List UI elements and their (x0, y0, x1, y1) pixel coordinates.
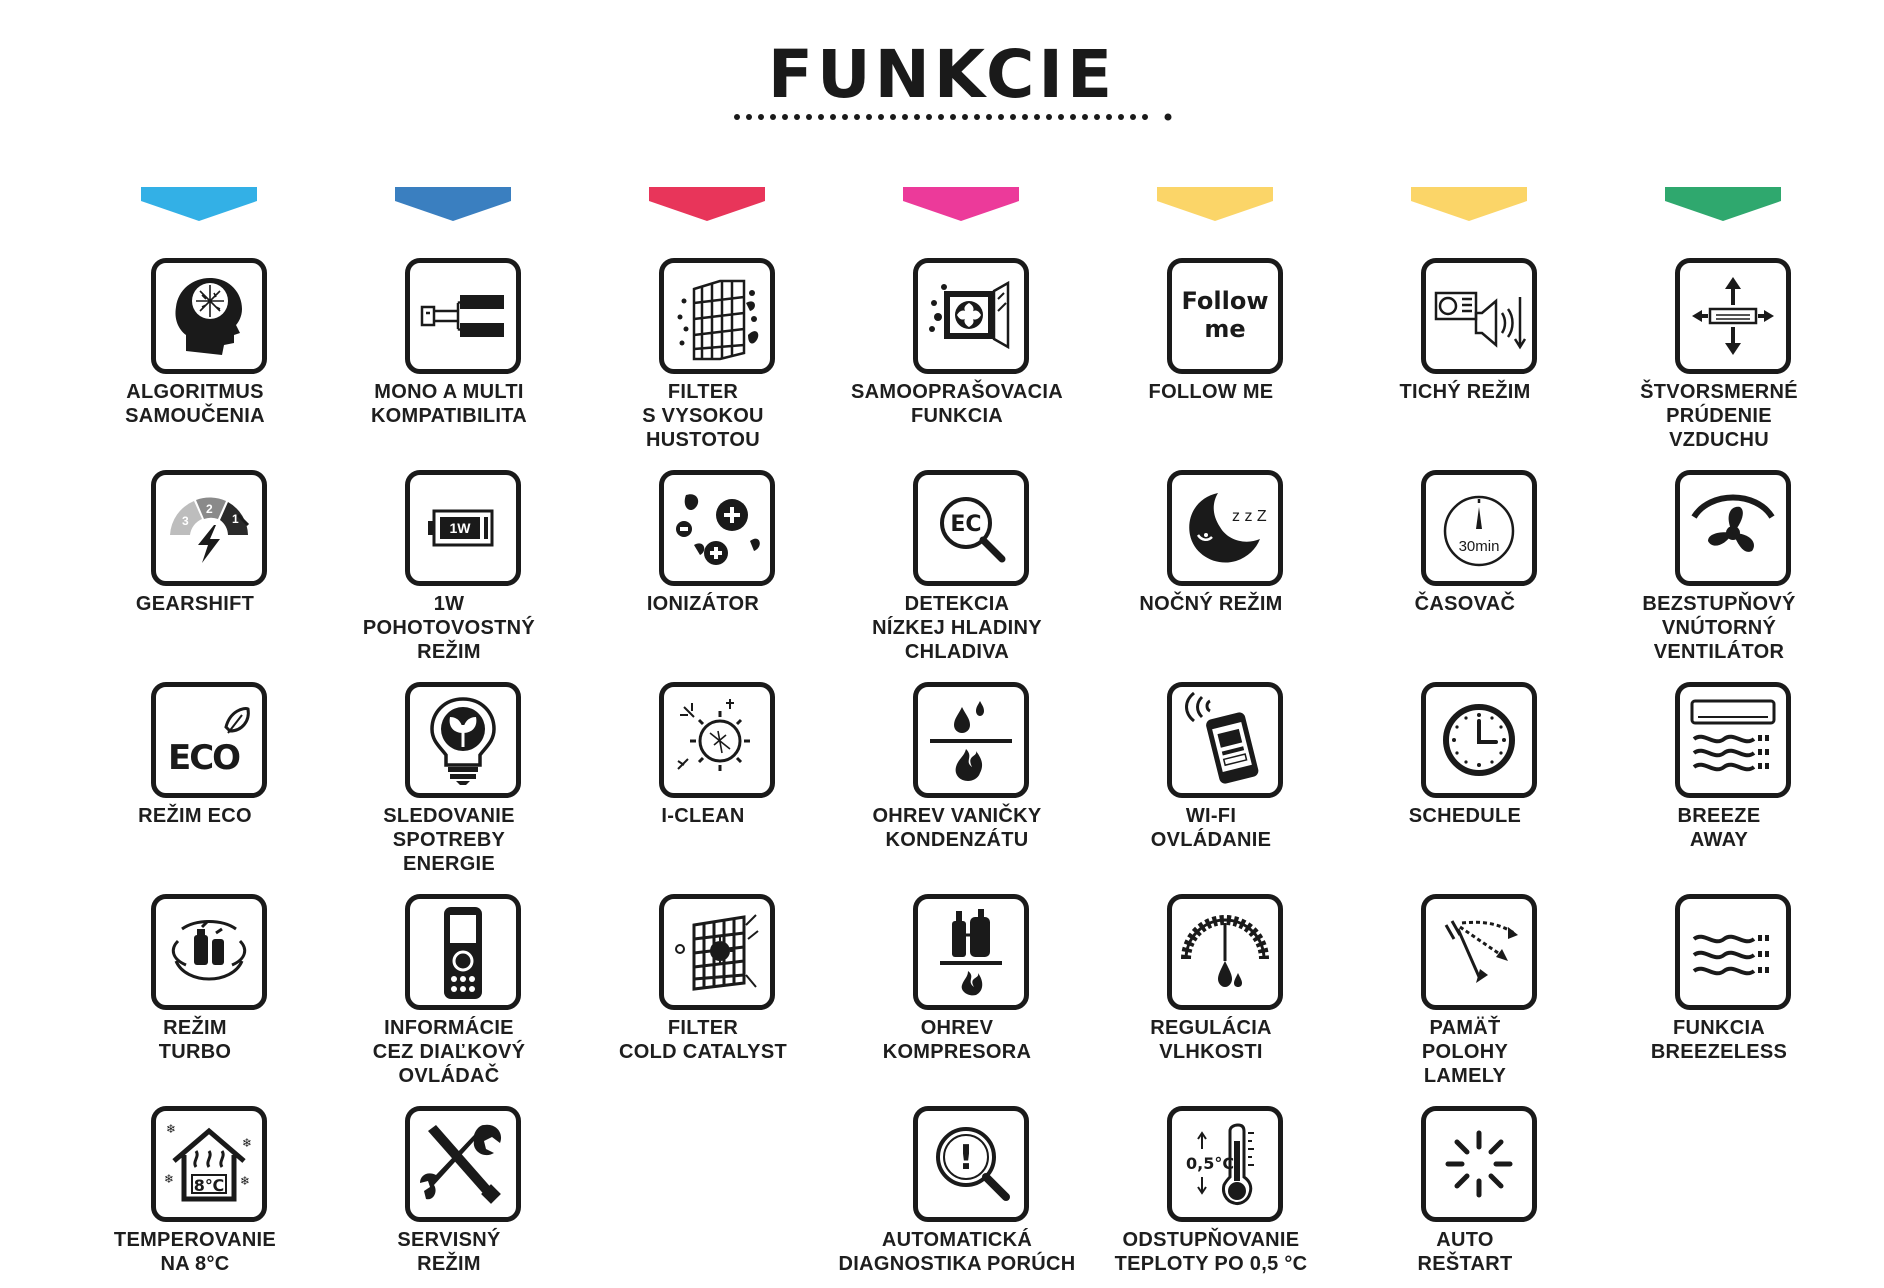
feature-label: FILTER COLD CATALYST (619, 1017, 787, 1063)
energy-bulb-icon (405, 682, 521, 798)
feature-label: AUTOMATICKÁ DIAGNOSTIKA PORÚCH (838, 1229, 1076, 1275)
feature-label: WI-FI OVLÁDANIE (1150, 805, 1272, 851)
compressor-heating-icon (913, 894, 1029, 1010)
feature-label: BREEZE AWAY (1677, 805, 1761, 851)
auto-restart-icon (1421, 1106, 1537, 1222)
timer-icon (1421, 470, 1537, 586)
stepless-fan-icon (1675, 470, 1791, 586)
wifi-phone-icon (1167, 682, 1283, 798)
battery-label: 1W (449, 520, 471, 536)
feature-label: BEZSTUPŇOVÝ VNÚTORNÝ VENTILÁTOR (1642, 593, 1796, 663)
page-title: FUNKCIE (767, 36, 1117, 113)
exclamation-text: ! (958, 1138, 974, 1178)
self-cleaning-icon (913, 258, 1029, 374)
feature-label: SLEDOVANIE SPOTREBY ENERGIE (383, 805, 515, 875)
gear-number: 1 (232, 512, 239, 526)
gearshift-gauge-icon (151, 470, 267, 586)
timer-text: 30min (1458, 538, 1500, 555)
feature-label: IONIZÁTOR (646, 593, 760, 615)
column-marker (649, 187, 765, 221)
follow-me-icon-text: Follow (1181, 287, 1269, 315)
feature-label: TEMPEROVANIE NA 8°C (113, 1229, 277, 1275)
feature-label: SERVISNÝ REŽIM (397, 1229, 501, 1275)
zzz-text: z z Z (1232, 508, 1267, 525)
feature-label: OHREV KOMPRESORA (882, 1017, 1032, 1063)
svg-text:❄: ❄ (242, 1136, 253, 1150)
title-dotted-divider (733, 112, 1173, 122)
column-marker (141, 187, 257, 221)
gear-number: 3 (182, 514, 189, 528)
eco-text: ECO (168, 738, 240, 778)
feature-label: ODSTUPŇOVANIE TEPLOTY PO 0,5 °C (1114, 1229, 1308, 1275)
feature-label: SAMOOPRAŠOVACIA FUNKCIA (851, 381, 1063, 427)
feature-label: OHREV VANIČKY KONDENZÁTU (872, 805, 1042, 851)
feature-label: AUTO REŠTART (1417, 1229, 1513, 1275)
column-marker (1411, 187, 1527, 221)
feature-label: TICHÝ REŽIM (1399, 381, 1531, 403)
svg-text:❄: ❄ (166, 1122, 177, 1136)
service-tools-icon (405, 1106, 521, 1222)
brain-head-icon (151, 258, 267, 374)
refrigerant-detection-icon (913, 470, 1029, 586)
feature-label: 1W POHOTOVOSTNÝ REŽIM (362, 593, 536, 663)
feature-label: I-CLEAN (661, 805, 745, 827)
tray-heating-icon (913, 682, 1029, 798)
svg-text:❄: ❄ (164, 1172, 175, 1186)
temperature-step-text: 0,5°C (1186, 1154, 1235, 1173)
breeze-away-icon (1675, 682, 1791, 798)
ionizer-icon (659, 470, 775, 586)
feature-label: FUNKCIA BREEZELESS (1650, 1017, 1788, 1063)
feature-label: NOČNÝ REŽIM (1139, 593, 1283, 615)
auto-diagnostics-icon (913, 1106, 1029, 1222)
column-marker (395, 187, 511, 221)
feature-label: FILTER S VYSOKOU HUSTOTOU (642, 381, 764, 451)
feature-label: FOLLOW ME (1148, 381, 1274, 403)
feature-label: ČASOVAČ (1414, 593, 1516, 615)
battery-1w-icon (405, 470, 521, 586)
follow-me-icon-text: me (1204, 315, 1246, 343)
turbo-mode-icon (151, 894, 267, 1010)
feature-label: REGULÁCIA VLHKOSTI (1150, 1017, 1272, 1063)
feature-label: INFORMÁCIE CEZ DIAĽKOVÝ OVLÁDAČ (372, 1017, 526, 1087)
feature-label: ŠTVORSMERNÉ PRÚDENIE VZDUCHU (1640, 381, 1798, 451)
column-marker (903, 187, 1019, 221)
gear-number: 2 (206, 502, 213, 516)
temperature-text: 8℃ (193, 1176, 225, 1195)
i-clean-icon (659, 682, 775, 798)
feature-label: PAMÄŤ POLOHY LAMELY (1421, 1017, 1509, 1087)
breezeless-icon (1675, 894, 1791, 1010)
house-8c-icon (151, 1106, 267, 1222)
svg-text:❄: ❄ (240, 1174, 251, 1188)
silent-mode-icon (1421, 258, 1537, 374)
clock-icon (1421, 682, 1537, 798)
column-marker (1157, 187, 1273, 221)
high-density-filter-icon (659, 258, 775, 374)
feature-label: ALGORITMUS SAMOUČENIA (125, 381, 265, 427)
cold-catalyst-filter-icon (659, 894, 775, 1010)
feature-label: REŽIM ECO (138, 805, 252, 827)
four-way-airflow-icon (1675, 258, 1791, 374)
ec-text: EC (950, 512, 982, 537)
mono-multi-icon (405, 258, 521, 374)
temp-step-icon (1167, 1106, 1283, 1222)
feature-label: MONO A MULTI KOMPATIBILITA (370, 381, 528, 427)
night-mode-icon (1167, 470, 1283, 586)
feature-label: SCHEDULE (1408, 805, 1522, 827)
column-marker (1665, 187, 1781, 221)
humidity-gauge-icon (1167, 894, 1283, 1010)
follow-me-icon (1167, 258, 1283, 374)
louver-memory-icon (1421, 894, 1537, 1010)
eco-leaf-icon (151, 682, 267, 798)
remote-control-icon (405, 894, 521, 1010)
feature-label: GEARSHIFT (135, 593, 255, 615)
feature-label: DETEKCIA NÍZKEJ HLADINY CHLADIVA (872, 593, 1042, 663)
feature-label: REŽIM TURBO (158, 1017, 232, 1063)
